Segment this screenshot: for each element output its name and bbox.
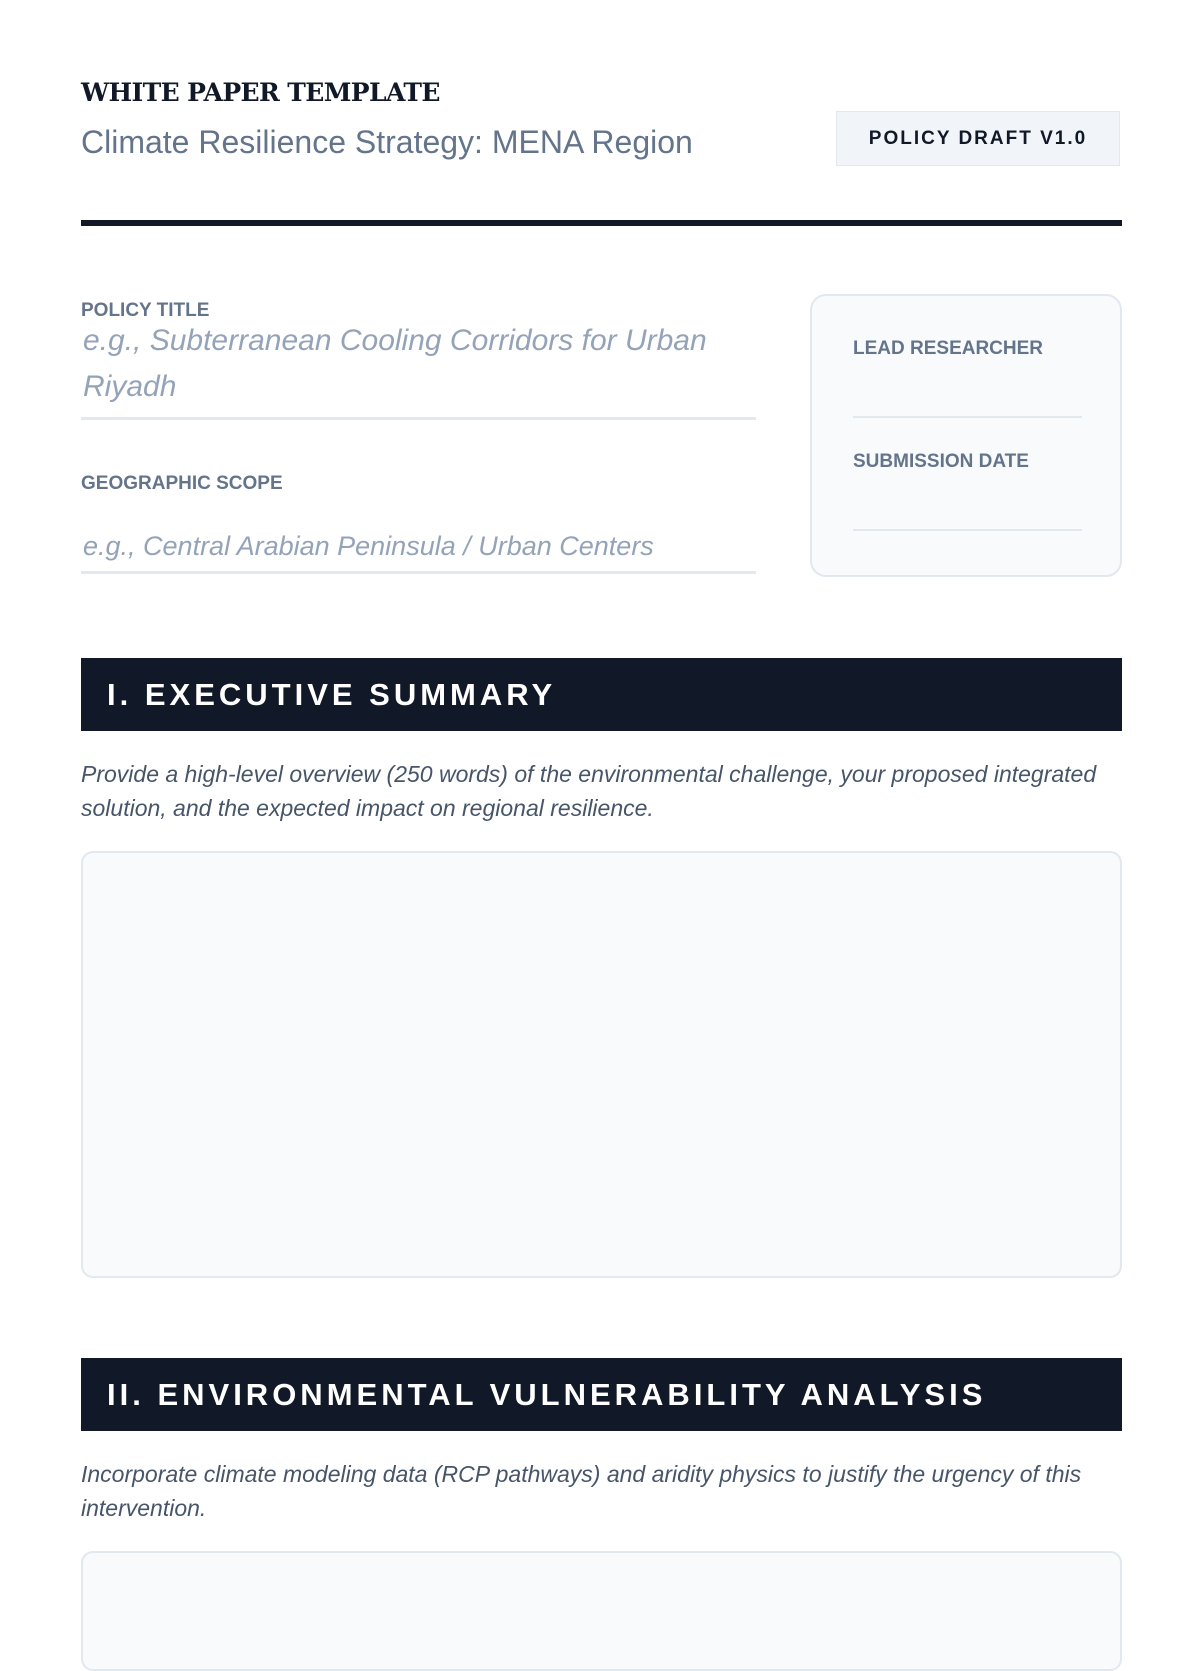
document-kicker: WHITE PAPER TEMPLATE	[81, 78, 440, 107]
policy-draft-badge: POLICY DRAFT V1.0	[836, 111, 1120, 166]
vulnerability-analysis-textarea[interactable]	[81, 1551, 1122, 1671]
document-subtitle: Climate Resilience Strategy: MENA Region	[81, 124, 693, 160]
geographic-scope-input[interactable]	[81, 522, 756, 574]
policy-title-label: POLICY TITLE	[81, 300, 210, 321]
geographic-scope-label: GEOGRAPHIC SCOPE	[81, 473, 283, 494]
lead-researcher-input[interactable]	[853, 386, 1082, 418]
section-hint-vulnerability-analysis: Incorporate climate modeling data (RCP pathways) and aridity physics to justify the urgency of this intervention.	[81, 1461, 1082, 1521]
lead-researcher-label: LEAD RESEARCHER	[853, 338, 1044, 359]
researcher-info-card	[810, 294, 1122, 577]
section-hint-executive-summary: Provide a high-level overview (250 words) of the environmental challenge, your proposed integrated solution, and the expected impact on regional resilience.	[81, 761, 1097, 821]
policy-title-input[interactable]	[81, 318, 756, 420]
header-divider	[81, 220, 1122, 226]
submission-date-label: SUBMISSION DATE	[853, 451, 1029, 472]
section-heading-vulnerability-analysis: II. ENVIRONMENTAL VULNERABILITY ANALYSIS	[81, 1358, 1122, 1431]
executive-summary-textarea[interactable]	[81, 851, 1122, 1278]
section-heading-executive-summary: I. EXECUTIVE SUMMARY	[81, 658, 1122, 731]
submission-date-input[interactable]	[853, 499, 1082, 531]
